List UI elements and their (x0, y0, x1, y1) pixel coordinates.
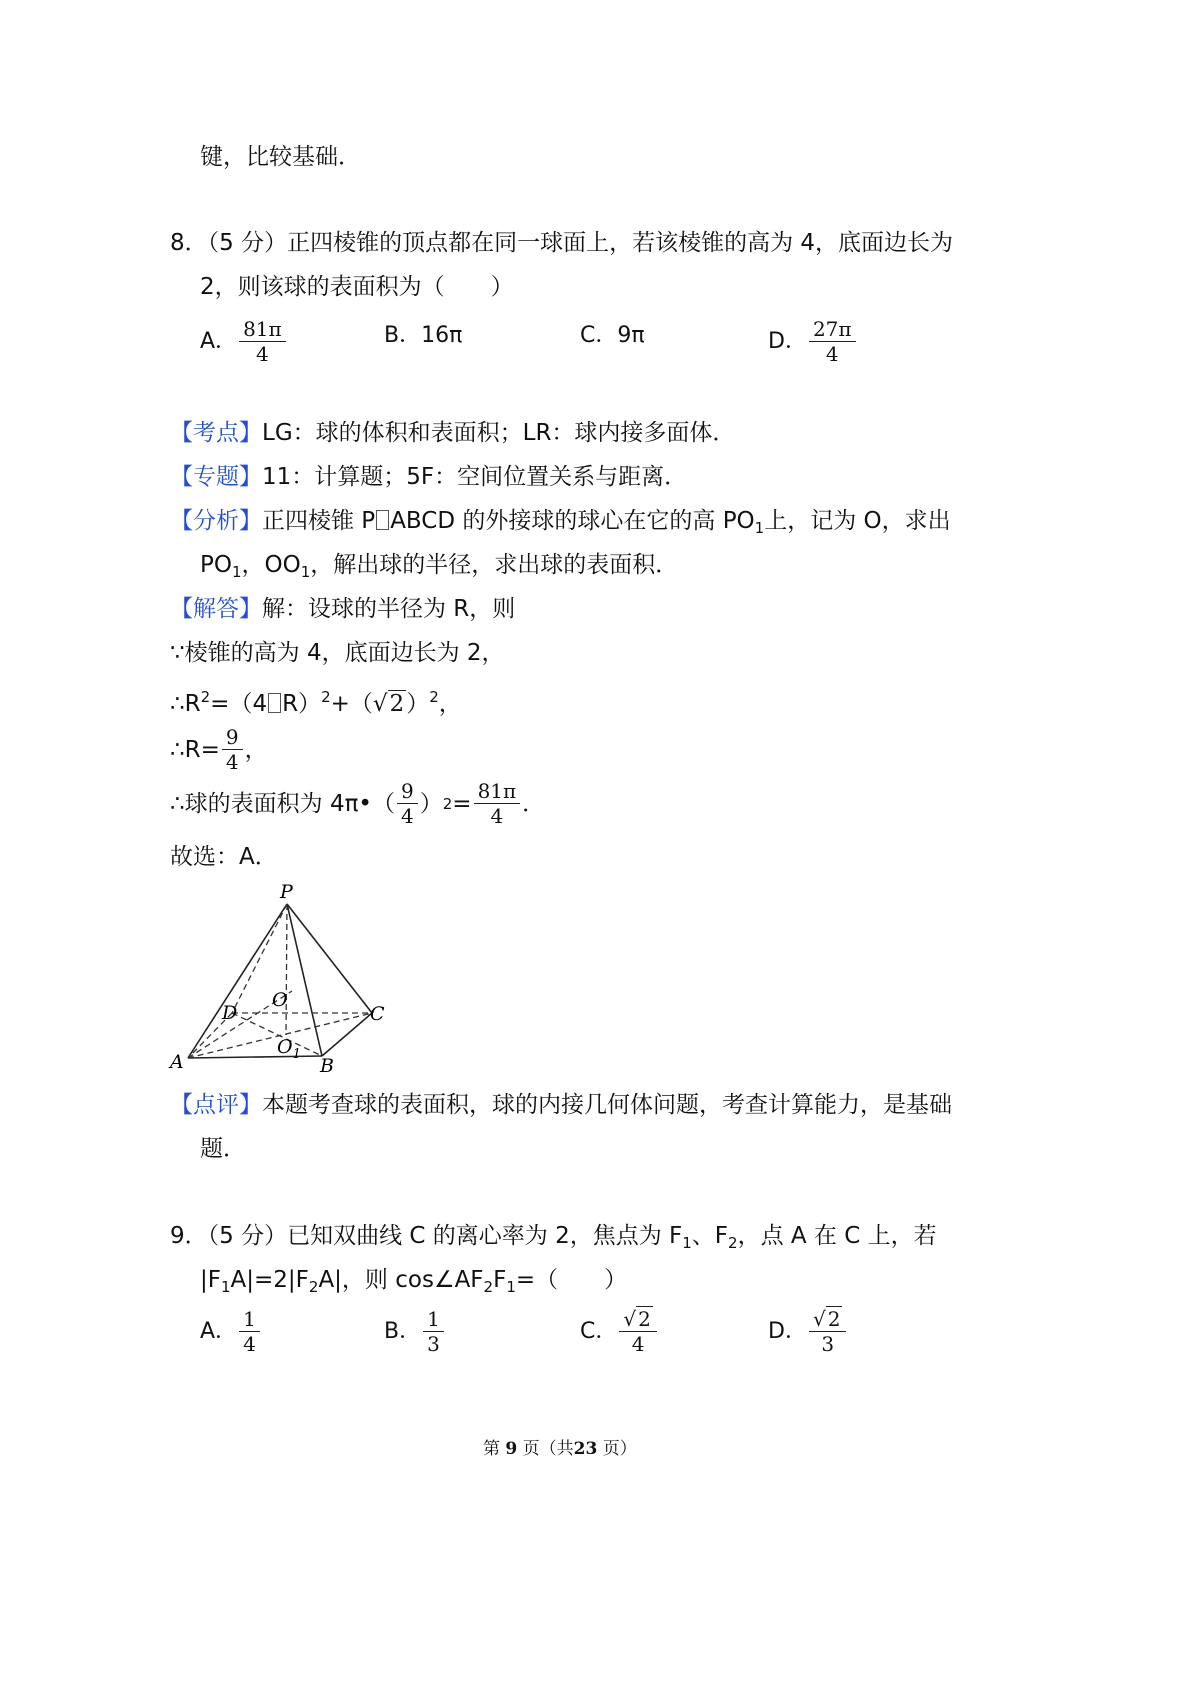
page-number: 9 (505, 1439, 518, 1459)
q8-option-b: B． 16π (384, 323, 463, 348)
fenxi-line1: 【分析】正四棱锥 P ABCD 的外接球的球心在它的高 $PO_1$上，记为 O，求出 (170, 508, 951, 537)
kaodian-tag: 【考点】 (170, 420, 262, 446)
vertex-label-a: A (170, 1051, 184, 1073)
q9-option-a: A． $\frac{1}{4}$ (200, 1308, 262, 1355)
step3-fraction: $\frac{9}{4}$ (222, 726, 243, 773)
dianping-line1: 【点评】本题考查球的表面积，球的内接几何体问题，考查计算能力，是基础 (170, 1092, 952, 1118)
q9-option-d: D． $\frac{√ 2}{3}$ (768, 1308, 848, 1355)
q9-stem-line2: $|F_1A|=2|F_2A|$，则 $\cos\angle AF_2F_1=$（ ） (200, 1267, 628, 1296)
zhuanti-tag: 【专题】 (170, 464, 262, 490)
jieda-line: 【解答】解：设球的半径为 R，则 (170, 596, 516, 622)
dianping-line2: 题． (200, 1136, 246, 1162)
vertex-label-p: P (280, 881, 293, 903)
q9-stem-line1: 9．（5 分）已知双曲线 C 的离心率为 2，焦点为 $F_1$、$F_2$，点 A 在 C 上，若 (170, 1223, 937, 1252)
solution-step2: $\therefore R^2=(4$ $R)^2+(√2)^2$， (170, 688, 462, 717)
q8-stem-line1: 8．（5 分）正四棱锥的顶点都在同一球面上，若该棱锥的高为 4，底面边长为 (170, 230, 954, 256)
q8-option-a-fraction: $\frac{81\pi}{4}$ (239, 318, 286, 365)
vertex-label-c: C (370, 1003, 385, 1025)
q9-option-c: C． $\frac{√ 2}{4}$ (580, 1308, 659, 1355)
vertex-label-o: O (272, 989, 288, 1011)
q8-option-d-fraction: $\frac{27\pi}{4}$ (809, 318, 856, 365)
q9-option-b: B． $\frac{1}{3}$ (384, 1308, 446, 1355)
q8-option-a: A． $\frac{81\pi}{4}$ (200, 318, 288, 365)
guxuan-line: 故选：A． (170, 844, 278, 870)
solution-step1: ∵棱锥的高为 4，底面边长为 2， (170, 640, 505, 666)
q8-option-c: C． 9π (580, 323, 645, 348)
missing-glyph-box (376, 510, 389, 530)
solution-step3: ∴R= $\frac{9}{4}$ ， (170, 725, 268, 774)
solution-step4: ∴球的表面积为 4π•（ $\frac{9}{4}$ ） 2 = $\frac{81\pi}{4}$ ． (170, 779, 546, 828)
q8-option-d: D． $\frac{27\pi}{4}$ (768, 318, 858, 365)
pyramid-figure (160, 880, 420, 1080)
zhuanti-line: 【专题】11：计算题；5F：空间位置关系与距离． (170, 464, 688, 490)
sqrt-2: √2 (372, 691, 405, 717)
step4-fraction-2: $\frac{81\pi}{4}$ (474, 780, 521, 827)
fenxi-tag: 【分析】 (170, 508, 262, 534)
dianping-tag: 【点评】 (170, 1092, 262, 1118)
q8-stem-line2: 2，则该球的表面积为（ ） (200, 274, 514, 300)
vertex-label-d: D (222, 1002, 238, 1024)
fenxi-line2: $PO_1$，$OO_1$，解出球的半径，求出球的表面积． (200, 552, 679, 581)
page-total: 23 (573, 1439, 598, 1459)
jieda-tag: 【解答】 (170, 596, 262, 622)
vertex-label-o1: $O_1$ (277, 1036, 301, 1062)
page-footer: 第 9 页（共23 页） (483, 1439, 637, 1459)
kaodian-line: 【考点】LG：球的体积和表面积；LR：球内接多面体． (170, 420, 736, 446)
vertex-label-b: B (320, 1055, 334, 1077)
step4-fraction-1: $\frac{9}{4}$ (397, 780, 418, 827)
top-line: 键，比较基础． (200, 144, 361, 170)
missing-glyph-box (268, 693, 281, 713)
